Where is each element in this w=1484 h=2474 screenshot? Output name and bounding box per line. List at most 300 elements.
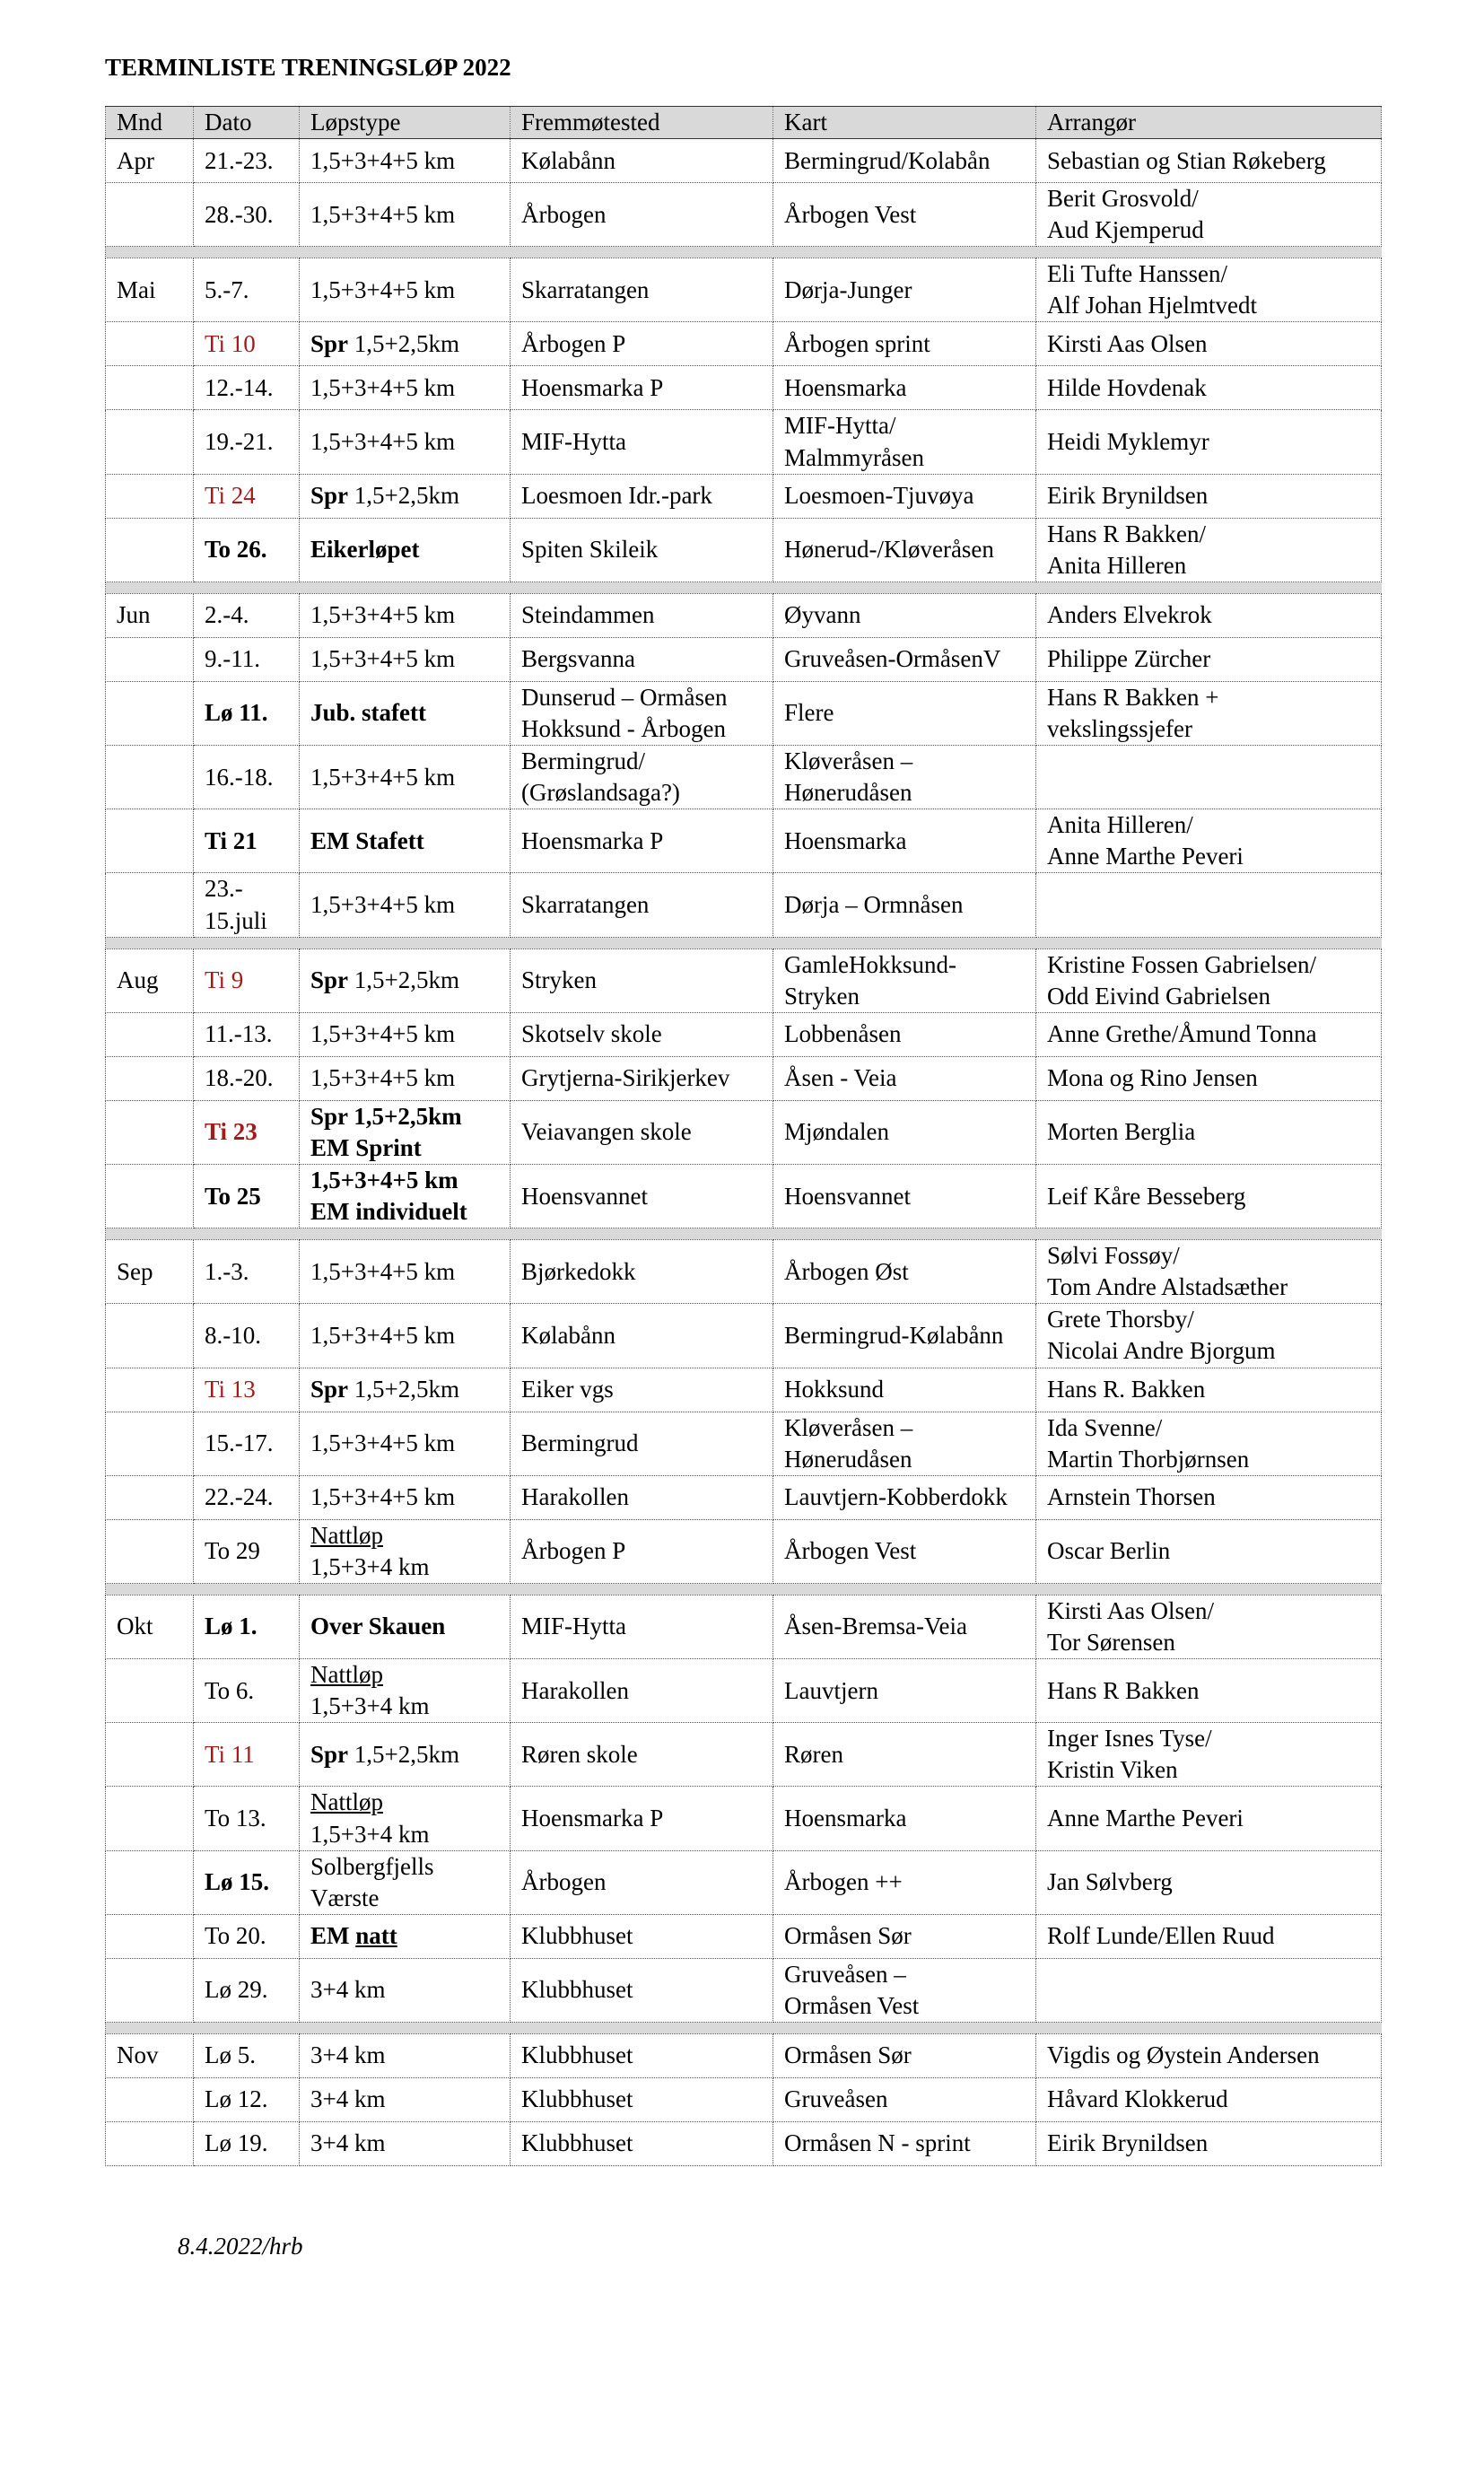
cell-month <box>106 1850 194 1914</box>
cell-kart <box>773 1100 1036 1164</box>
table-row <box>106 1368 1382 1412</box>
lopstype-text: 1,5+3+4+5 km <box>310 1321 456 1349</box>
cell-kart <box>773 593 1036 637</box>
cell-kart-text: Bermingrud-Kølabånn <box>784 1321 1004 1349</box>
lopstype-bold: Jub. stafett <box>310 699 426 727</box>
dato-text: Lø 12. <box>205 2085 268 2113</box>
cell-month <box>106 1519 194 1583</box>
cell-lopstype <box>300 949 511 1012</box>
cell-kart <box>773 949 1036 1012</box>
lopstype-bold: Eikerløpet <box>310 536 420 564</box>
cell-kart-text: GamleHokksund- Stryken <box>784 950 956 1010</box>
cell-month <box>106 139 194 183</box>
cell-arrangor-text: Vigdis og Øystein Andersen <box>1047 2041 1320 2069</box>
cell-dato <box>194 873 300 937</box>
cell-kart <box>773 1368 1036 1412</box>
month-label: Nov <box>117 2041 159 2069</box>
nattlop-label: Nattløp <box>310 1788 383 1816</box>
cell-month <box>106 322 194 366</box>
cell-lopstype <box>300 1100 511 1164</box>
cell-kart <box>773 410 1036 474</box>
separator-cell <box>106 937 1382 949</box>
cell-arrangor-text: Anne Grethe/Åmund Tonna <box>1047 1020 1317 1048</box>
cell-kart <box>773 873 1036 937</box>
cell-fremmotested <box>511 1240 773 1304</box>
cell-arrangor <box>1036 183 1382 247</box>
cell-fremmotested <box>511 1914 773 1958</box>
cell-arrangor-text: Inger Isnes Tyse/ Kristin Viken <box>1047 1725 1212 1784</box>
cell-arrangor-text: Hans R. Bakken <box>1047 1375 1206 1403</box>
cell-lopstype <box>300 366 511 410</box>
lopstype-text: 1,5+3+4 km <box>310 1692 430 1720</box>
cell-dato <box>194 139 300 183</box>
month-separator <box>106 1228 1382 1240</box>
cell-dato <box>194 366 300 410</box>
cell-month <box>106 1958 194 2022</box>
cell-fremmotested <box>511 746 773 809</box>
dato-text: Ti 21 <box>205 826 258 854</box>
cell-kart <box>773 2122 1036 2166</box>
cell-kart <box>773 746 1036 809</box>
cell-arrangor <box>1036 746 1382 809</box>
cell-lopstype <box>300 1304 511 1368</box>
cell-arrangor-text: Eirik Brynildsen <box>1047 482 1209 510</box>
cell-arrangor-text: Morten Berglia <box>1047 1118 1196 1146</box>
cell-kart <box>773 474 1036 518</box>
cell-fremmotested-text: Årbogen P <box>521 1537 626 1565</box>
cell-kart <box>773 809 1036 873</box>
cell-dato <box>194 1850 300 1914</box>
cell-fremmotested-text: Spiten Skileik <box>521 536 659 564</box>
cell-lopstype <box>300 1723 511 1787</box>
cell-arrangor-text: Sølvi Fossøy/ Tom Andre Alstadsæther <box>1047 1242 1288 1301</box>
cell-month <box>106 746 194 809</box>
cell-fremmotested <box>511 949 773 1012</box>
cell-fremmotested-text: Bergsvanna <box>521 645 635 673</box>
table-row <box>106 183 1382 247</box>
table-row <box>106 1100 1382 1164</box>
cell-fremmotested <box>511 1056 773 1100</box>
lopstype-text: 1,5+3+4 km <box>310 1820 430 1848</box>
cell-month <box>106 1475 194 1519</box>
footer-date: 8.4.2022/hrb <box>178 2233 303 2260</box>
cell-dato <box>194 518 300 581</box>
table-row <box>106 139 1382 183</box>
month-label: Jun <box>117 601 151 629</box>
cell-dato <box>194 183 300 247</box>
cell-fremmotested <box>511 1850 773 1914</box>
cell-fremmotested <box>511 1304 773 1368</box>
cell-kart-text: Åsen-Bremsa-Veia <box>784 1613 967 1640</box>
cell-arrangor-text: Hans R Bakken/ Anita Hilleren <box>1047 520 1206 579</box>
cell-month <box>106 809 194 873</box>
cell-arrangor-text: Anne Marthe Peveri <box>1047 1805 1244 1832</box>
cell-kart <box>773 1056 1036 1100</box>
cell-kart-text: Kløveråsen – Hønerudåsen <box>784 1413 913 1473</box>
cell-arrangor-text: Anders Elvekrok <box>1047 601 1212 629</box>
cell-fremmotested <box>511 139 773 183</box>
cell-arrangor-text: Mona og Rino Jensen <box>1047 1064 1258 1092</box>
lopstype-text: 1,5+3+4+5 km <box>310 373 456 401</box>
table-row <box>106 2122 1382 2166</box>
month-separator <box>106 2023 1382 2034</box>
cell-arrangor <box>1036 1787 1382 1850</box>
cell-kart <box>773 2034 1036 2078</box>
dato-text: To 26. <box>205 536 267 564</box>
cell-arrangor <box>1036 410 1382 474</box>
cell-fremmotested <box>511 1519 773 1583</box>
header-kart: Kart <box>773 107 1036 139</box>
table-row <box>106 518 1382 581</box>
cell-fremmotested <box>511 1475 773 1519</box>
dato-text: 11.-13. <box>205 1020 273 1048</box>
cell-lopstype <box>300 2122 511 2166</box>
cell-month <box>106 1787 194 1850</box>
cell-lopstype <box>300 1787 511 1850</box>
cell-dato <box>194 1659 300 1723</box>
cell-fremmotested-text: Årbogen P <box>521 329 626 357</box>
cell-arrangor <box>1036 1412 1382 1475</box>
cell-arrangor-text: Arnstein Thorsen <box>1047 1483 1216 1511</box>
header-fremmotested: Fremmøtested <box>511 107 773 139</box>
cell-fremmotested <box>511 1164 773 1228</box>
dato-text: Lø 1. <box>205 1613 258 1640</box>
cell-arrangor-text: Leif Kåre Besseberg <box>1047 1182 1246 1210</box>
cell-month <box>106 1100 194 1164</box>
cell-kart <box>773 139 1036 183</box>
lopstype-text: 1,5+2,5km <box>348 1740 460 1768</box>
cell-fremmotested <box>511 1659 773 1723</box>
dato-text: Ti 9 <box>205 966 244 994</box>
cell-dato <box>194 593 300 637</box>
lopstype-text: 1,5+3+4+5 km <box>310 645 456 673</box>
dato-text: Lø 15. <box>205 1868 270 1896</box>
cell-arrangor-text: Philippe Zürcher <box>1047 645 1211 673</box>
cell-dato <box>194 1100 300 1164</box>
header-dato: Dato <box>194 107 300 139</box>
cell-kart <box>773 1914 1036 1958</box>
cell-month <box>106 1164 194 1228</box>
cell-arrangor <box>1036 1659 1382 1723</box>
cell-dato <box>194 1304 300 1368</box>
table-row <box>106 1914 1382 1958</box>
lopstype-bold: Spr <box>310 966 349 994</box>
table-row <box>106 258 1382 322</box>
cell-kart <box>773 183 1036 247</box>
lopstype-bold: EM <box>310 1922 356 1950</box>
cell-dato <box>194 474 300 518</box>
table-row <box>106 322 1382 366</box>
cell-fremmotested-text: Veiavangen skole <box>521 1118 692 1146</box>
lopstype-text: 1,5+3+4+5 km <box>310 1429 456 1457</box>
cell-lopstype <box>300 1412 511 1475</box>
lopstype-bold-underlined: natt <box>355 1922 397 1950</box>
cell-lopstype <box>300 873 511 937</box>
cell-month <box>106 1595 194 1658</box>
dato-text: To 25 <box>205 1182 261 1210</box>
dato-text: Lø 29. <box>205 1976 268 2004</box>
header-lopstype: Løpstype <box>300 107 511 139</box>
table-row <box>106 366 1382 410</box>
cell-lopstype <box>300 322 511 366</box>
cell-kart-text: Hoensvannet <box>784 1182 911 1210</box>
lopstype-text: 1,5+3+4+5 km <box>310 1064 456 1092</box>
cell-kart <box>773 1595 1036 1658</box>
cell-kart-text: Ormåsen Sør <box>784 1922 912 1950</box>
cell-kart <box>773 1958 1036 2022</box>
cell-lopstype <box>300 1056 511 1100</box>
cell-kart-text: Hoensmarka <box>784 1805 907 1832</box>
cell-fremmotested-text: Hoensvannet <box>521 1182 648 1210</box>
cell-lopstype <box>300 518 511 581</box>
lopstype-text: 1,5+2,5km <box>348 966 460 994</box>
cell-fremmotested-text: Loesmoen Idr.-park <box>521 482 712 510</box>
cell-kart-text: Lobbenåsen <box>784 1020 902 1048</box>
cell-fremmotested-text: MIF-Hytta <box>521 1613 626 1640</box>
cell-month <box>106 1304 194 1368</box>
cell-arrangor <box>1036 2078 1382 2122</box>
cell-kart <box>773 366 1036 410</box>
table-row <box>106 2034 1382 2078</box>
cell-arrangor <box>1036 1475 1382 1519</box>
cell-arrangor-text: Jan Sølvberg <box>1047 1868 1173 1896</box>
dato-text: 28.-30. <box>205 200 274 228</box>
cell-kart <box>773 1240 1036 1304</box>
cell-arrangor <box>1036 1958 1382 2022</box>
table-row <box>106 637 1382 681</box>
cell-month <box>106 183 194 247</box>
cell-kart-text: Kløveråsen – Hønerudåsen <box>784 747 913 807</box>
table-row <box>106 809 1382 873</box>
cell-fremmotested <box>511 809 773 873</box>
lopstype-bold: Spr 1,5+2,5km EM Sprint <box>310 1102 462 1161</box>
cell-fremmotested-text: MIF-Hytta <box>521 428 626 456</box>
cell-fremmotested <box>511 322 773 366</box>
cell-lopstype <box>300 1914 511 1958</box>
cell-lopstype <box>300 183 511 247</box>
month-label: Aug <box>117 966 159 994</box>
table-row <box>106 1519 1382 1583</box>
cell-dato <box>194 2034 300 2078</box>
separator-cell <box>106 247 1382 258</box>
lopstype-text: 1,5+3+4+5 km <box>310 763 456 791</box>
table-row <box>106 873 1382 937</box>
cell-fremmotested <box>511 518 773 581</box>
cell-kart-text: Røren <box>784 1740 843 1768</box>
cell-fremmotested-text: Skarratangen <box>521 275 650 303</box>
cell-lopstype <box>300 746 511 809</box>
cell-kart <box>773 518 1036 581</box>
cell-kart <box>773 1412 1036 1475</box>
dato-text: Ti 11 <box>205 1740 255 1768</box>
lopstype-bold: Spr <box>310 1375 349 1403</box>
separator-cell <box>106 1228 1382 1240</box>
cell-fremmotested-text: Hoensmarka P <box>521 373 664 401</box>
cell-lopstype <box>300 593 511 637</box>
cell-arrangor <box>1036 1100 1382 1164</box>
cell-fremmotested-text: Harakollen <box>521 1483 629 1511</box>
cell-fremmotested-text: Årbogen <box>521 1868 607 1896</box>
cell-lopstype <box>300 1368 511 1412</box>
cell-kart-text: Gruveåsen <box>784 2085 888 2113</box>
dato-text: 19.-21. <box>205 428 274 456</box>
dato-text: 9.-11. <box>205 645 260 673</box>
cell-arrangor <box>1036 681 1382 745</box>
cell-fremmotested <box>511 873 773 937</box>
cell-kart <box>773 1164 1036 1228</box>
cell-fremmotested-text: Bermingrud/ (Grøslandsaga?) <box>521 747 680 807</box>
cell-kart <box>773 681 1036 745</box>
table-row <box>106 1240 1382 1304</box>
cell-arrangor <box>1036 2034 1382 2078</box>
cell-kart <box>773 1304 1036 1368</box>
dato-text: Ti 13 <box>205 1375 256 1403</box>
cell-kart <box>773 322 1036 366</box>
cell-fremmotested-text: Skotselv skole <box>521 1020 662 1048</box>
dato-text: 15.-17. <box>205 1429 274 1457</box>
cell-kart-text: Årbogen Vest <box>784 200 917 228</box>
table-row <box>106 1787 1382 1850</box>
cell-arrangor-text: Rolf Lunde/Ellen Ruud <box>1047 1922 1275 1950</box>
cell-month <box>106 2122 194 2166</box>
month-label: Mai <box>117 275 156 303</box>
cell-month <box>106 1723 194 1787</box>
cell-lopstype <box>300 1240 511 1304</box>
cell-lopstype <box>300 1850 511 1914</box>
lopstype-bold: Spr <box>310 1740 349 1768</box>
table-row <box>106 1412 1382 1475</box>
cell-lopstype <box>300 1595 511 1658</box>
month-separator <box>106 937 1382 949</box>
cell-kart <box>773 258 1036 322</box>
cell-arrangor <box>1036 637 1382 681</box>
dato-text: 8.-10. <box>205 1321 261 1349</box>
cell-kart-text: Ormåsen N - sprint <box>784 2129 971 2157</box>
cell-dato <box>194 1164 300 1228</box>
cell-dato <box>194 746 300 809</box>
cell-month <box>106 258 194 322</box>
cell-kart <box>773 1723 1036 1787</box>
cell-kart-text: Gruveåsen – Ormåsen Vest <box>784 1960 920 2019</box>
page-title: TERMINLISTE TRENINGSLØP 2022 <box>105 54 511 81</box>
cell-arrangor <box>1036 1723 1382 1787</box>
cell-lopstype <box>300 2034 511 2078</box>
dato-text: 2.-4. <box>205 601 249 629</box>
cell-fremmotested-text: Dunserud – Ormåsen Hokksund - Årbogen <box>521 683 728 742</box>
cell-fremmotested-text: Kølabånn <box>521 1321 615 1349</box>
dato-text: 21.-23. <box>205 146 274 174</box>
cell-arrangor-text: Hans R Bakken + vekslingssjefer <box>1047 683 1219 742</box>
nattlop-label: Nattløp <box>310 1521 383 1549</box>
cell-dato <box>194 1056 300 1100</box>
table-row <box>106 746 1382 809</box>
cell-arrangor <box>1036 258 1382 322</box>
cell-kart-text: Mjøndalen <box>784 1118 889 1146</box>
cell-dato <box>194 1240 300 1304</box>
cell-fremmotested <box>511 2034 773 2078</box>
cell-lopstype <box>300 1475 511 1519</box>
cell-arrangor-text: Heidi Myklemyr <box>1047 428 1209 456</box>
cell-dato <box>194 322 300 366</box>
cell-arrangor-text: Eirik Brynildsen <box>1047 2129 1209 2157</box>
table-row <box>106 1850 1382 1914</box>
cell-kart-text: Flere <box>784 699 834 727</box>
cell-lopstype <box>300 1659 511 1723</box>
cell-month <box>106 1012 194 1056</box>
cell-kart-text: Hoensmarka <box>784 826 907 854</box>
lopstype-text: 1,5+3+4 km <box>310 1552 430 1580</box>
cell-lopstype <box>300 258 511 322</box>
cell-arrangor <box>1036 1304 1382 1368</box>
cell-fremmotested <box>511 183 773 247</box>
table-row <box>106 1595 1382 1658</box>
month-label: Sep <box>117 1257 153 1285</box>
cell-arrangor <box>1036 1368 1382 1412</box>
cell-dato <box>194 1368 300 1412</box>
cell-fremmotested-text: Klubbhuset <box>521 2129 633 2157</box>
lopstype-bold: Spr <box>310 329 349 357</box>
cell-dato <box>194 1787 300 1850</box>
cell-month <box>106 1368 194 1412</box>
cell-fremmotested <box>511 1412 773 1475</box>
table-row <box>106 1164 1382 1228</box>
cell-arrangor <box>1036 873 1382 937</box>
cell-lopstype <box>300 410 511 474</box>
cell-fremmotested-text: Klubbhuset <box>521 1922 633 1950</box>
lopstype-bold: 1,5+3+4+5 km EM individuelt <box>310 1166 467 1226</box>
cell-fremmotested-text: Hoensmarka P <box>521 1805 664 1832</box>
cell-dato <box>194 410 300 474</box>
cell-month <box>106 873 194 937</box>
cell-fremmotested <box>511 681 773 745</box>
cell-arrangor-text: Håvard Klokkerud <box>1047 2085 1228 2113</box>
table-row <box>106 1056 1382 1100</box>
cell-dato <box>194 1412 300 1475</box>
cell-fremmotested <box>511 1012 773 1056</box>
cell-kart-text: Årbogen Øst <box>784 1257 909 1285</box>
cell-fremmotested-text: Klubbhuset <box>521 2085 633 2113</box>
table-row <box>106 410 1382 474</box>
cell-kart-text: Hønerud-/Kløveråsen <box>784 536 994 564</box>
lopstype-text: Solbergfjells Værste <box>310 1852 434 1911</box>
cell-fremmotested <box>511 474 773 518</box>
lopstype-text: 1,5+2,5km <box>348 1375 460 1403</box>
cell-fremmotested-text: Årbogen <box>521 200 607 228</box>
month-label: Apr <box>117 146 154 174</box>
cell-dato <box>194 2078 300 2122</box>
cell-month <box>106 1240 194 1304</box>
cell-fremmotested-text: Hoensmarka P <box>521 826 664 854</box>
cell-dato <box>194 949 300 1012</box>
cell-arrangor <box>1036 949 1382 1012</box>
cell-dato <box>194 1475 300 1519</box>
cell-dato <box>194 681 300 745</box>
cell-month <box>106 2078 194 2122</box>
lopstype-text: 1,5+2,5km <box>348 329 460 357</box>
dato-text: 18.-20. <box>205 1064 274 1092</box>
cell-fremmotested-text: Bjørkedokk <box>521 1257 636 1285</box>
cell-fremmotested-text: Steindammen <box>521 601 655 629</box>
cell-dato <box>194 2122 300 2166</box>
cell-kart-text: Årbogen sprint <box>784 329 930 357</box>
cell-month <box>106 474 194 518</box>
dato-text: Ti 10 <box>205 329 256 357</box>
cell-kart-text: Loesmoen-Tjuvøya <box>784 482 974 510</box>
cell-lopstype <box>300 637 511 681</box>
cell-kart-text: Dørja-Junger <box>784 275 912 303</box>
cell-arrangor <box>1036 1914 1382 1958</box>
month-separator <box>106 1583 1382 1595</box>
